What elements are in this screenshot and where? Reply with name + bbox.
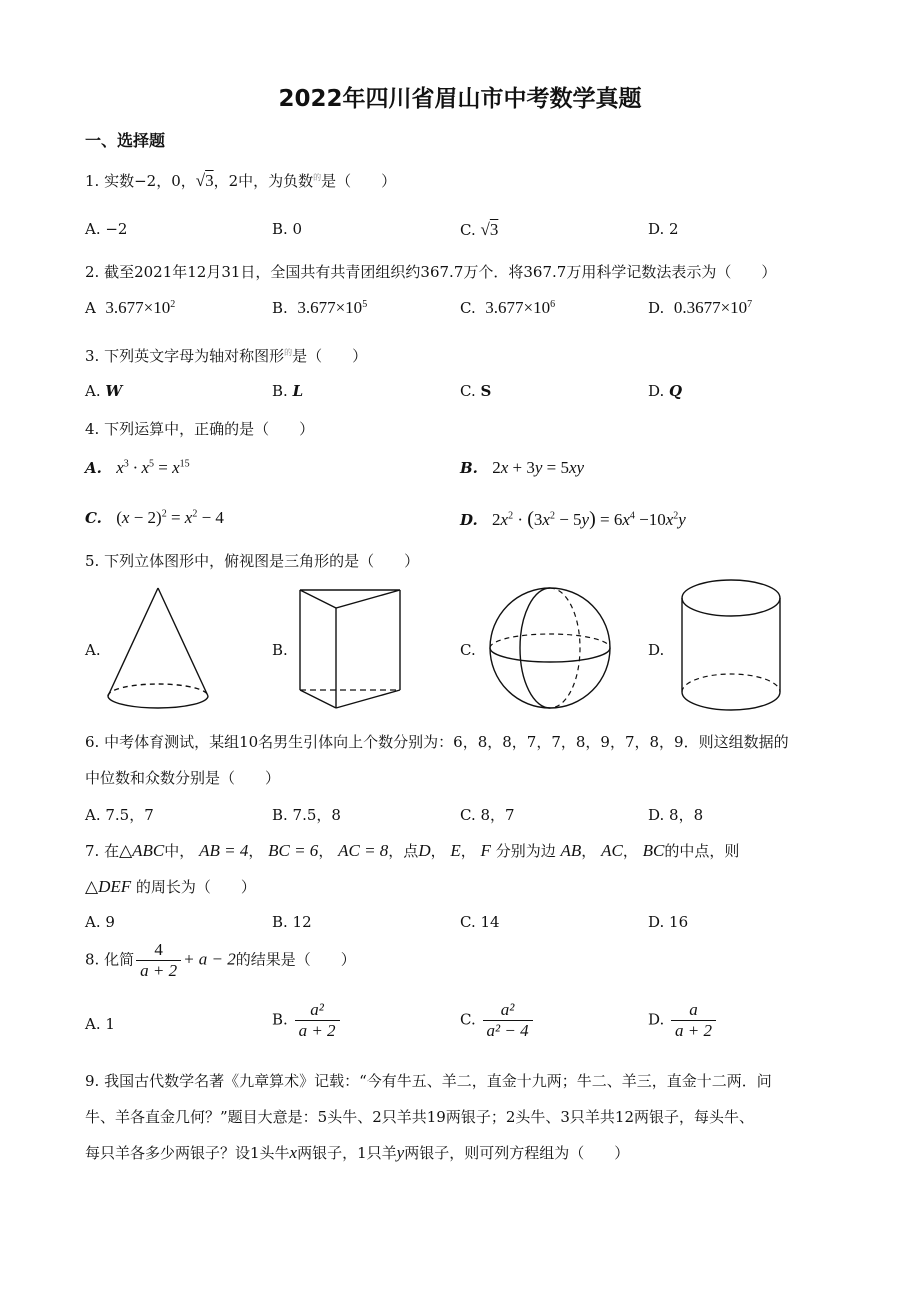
q8-option-c: C. $\frac{\text{a²}}{\text{a² − 4}}$ — [460, 1000, 535, 1041]
question-8-stem: 8. 化简 $\frac{4}{a + 2}$ + a − 2的结果是（ ） — [85, 940, 356, 980]
cone-figure — [104, 584, 212, 714]
q5-label-b: B. — [272, 641, 288, 659]
q5-label-a: A. — [85, 641, 101, 659]
q8-option-a: A. 1 — [85, 1015, 115, 1033]
q4-option-b: B. 2x + 3y = 5xy — [460, 458, 585, 477]
q6-option-c: C. 8，7 — [460, 806, 515, 824]
question-4-stem: 4. 下列运算中，正确的是（ ） — [85, 420, 315, 438]
q6-option-b: B. 7.5，8 — [272, 806, 341, 824]
q7-option-d: D. 16 — [648, 913, 689, 931]
q5-label-c: C. — [460, 641, 476, 659]
question-5-stem: 5. 下列立体图形中，俯视图是三角形的是（ ） — [85, 552, 420, 570]
q8-fraction: $\frac{4}{a + 2}$ — [136, 940, 181, 981]
q1-option-d: D. 2 — [648, 220, 679, 238]
q3-option-d: D. Q — [648, 382, 683, 400]
question-9-line-3: 每只羊各多少两银子？设1头牛x两银子，1只羊y两银子，则可列方程组为（ ） — [85, 1143, 630, 1162]
prism-figure — [296, 586, 404, 712]
q2-option-b: B. $3.677\times 10^5$ — [272, 298, 368, 317]
cylinder-figure — [678, 576, 784, 716]
question-9-line-1: 9. 我国古代数学名著《九章算术》记载：“今有牛五、羊二，直金十九两；牛二、羊三，直金十二两．问 — [85, 1072, 772, 1090]
q8-option-b: B. $\frac{\text{a²}}{a + 2}$ — [272, 1000, 342, 1041]
q1-option-a: A. −2 — [85, 220, 128, 238]
question-7-stem-line-2: △DEF 的周长为（ ） — [85, 877, 256, 896]
q4-option-a: A. $x^3 \cdot x^5 = x^{15}$ — [85, 458, 190, 477]
q7-option-b: B. 12 — [272, 913, 312, 931]
q3-option-c: C. S — [460, 382, 492, 400]
q4-option-d: D. $2x^2 \cdot (3x^2 - 5y) = 6x^4 -10x^2y$ — [460, 508, 686, 530]
q2-option-c: C. $3.677\times 10^6$ — [460, 298, 556, 317]
question-6-stem-line-1: 6. 中考体育测试，某组10名男生引体向上个数分别为：6，8，8，7，7，8，9，7，8，9．则这组数据的 — [85, 733, 789, 751]
q2-option-a: A $3.677\times 10^2$ — [85, 298, 176, 317]
q5-label-d: D. — [648, 641, 665, 659]
q6-option-d: D. 8，8 — [648, 806, 704, 824]
question-1-stem: 1. 实数−2，0，√3，2中，为负数$^的$是（ ） — [85, 171, 397, 190]
question-6-stem-line-2: 中位数和众数分别是（ ） — [85, 769, 281, 787]
q2-option-d: D. $0.3677\times 10^7$ — [648, 298, 753, 317]
question-3-stem: 3. 下列英文字母为轴对称图形$^的$是（ ） — [85, 347, 368, 365]
q7-option-a: A. 9 — [85, 913, 115, 931]
q8-option-d: D. $\frac{a}{a + 2}$ — [648, 1000, 718, 1041]
section-heading: 一、选择题 — [85, 131, 166, 150]
question-9-line-2: 牛、羊各直金几何？”题目大意是：5头牛、2只羊共19两银子；2头牛、3只羊共12两银子，每头牛、 — [85, 1108, 755, 1126]
sphere-figure — [486, 584, 614, 712]
q3-option-a: A. W — [85, 382, 123, 400]
q1-option-c: C. √3 — [460, 220, 499, 239]
sqrt-expression: √3 — [195, 171, 214, 190]
question-7-stem-line-1: 7. 在△ABC中， AB = 4， BC = 6， AC = 8，点D， E， F 分别为边 AB， AC， BC的中点，则 — [85, 841, 740, 860]
question-2-stem: 2. 截至2021年12月31日，全国共有共青团组织约367.7万个．将367.7万用科学记数法表示为（ ） — [85, 263, 777, 281]
q3-option-b: B. L — [272, 382, 304, 400]
q4-option-c: C. $(x - 2)^2 = x^2 - 4$ — [85, 508, 224, 527]
q1-option-b: B. 0 — [272, 220, 303, 238]
q6-option-a: A. 7.5，7 — [85, 806, 154, 824]
page-title: 2022年四川省眉山市中考数学真题 — [278, 86, 642, 112]
q7-option-c: C. 14 — [460, 913, 500, 931]
